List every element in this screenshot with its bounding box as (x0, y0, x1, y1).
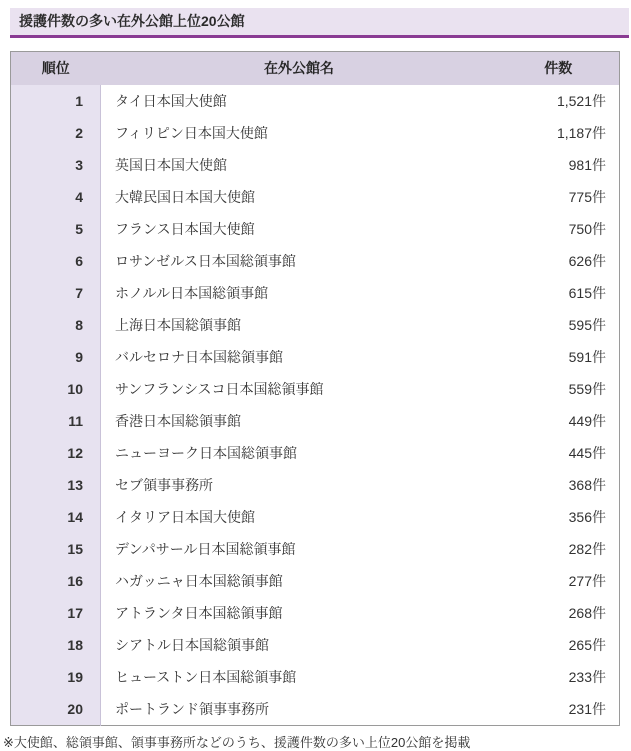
table-row (11, 597, 620, 629)
mission-name-cell: ヒューストン日本国総領事館 (115, 668, 297, 685)
mission-name-cell: タイ日本国大使館 (115, 92, 227, 109)
mission-name-cell: フランス日本国大使館 (115, 220, 255, 237)
mission-name-cell: サンフランシスコ日本国総領事館 (115, 380, 324, 397)
mission-name-cell: 大韓民国日本国大使館 (115, 188, 255, 205)
mission-name-cell: アトランタ日本国総領事館 (115, 604, 283, 621)
table-row (11, 181, 620, 213)
rank-cell: 3 (11, 149, 101, 181)
rank-cell: 4 (11, 181, 101, 213)
column-header-count: 件数 (498, 51, 620, 85)
table-row (11, 149, 620, 181)
rank-cell: 2 (11, 117, 101, 149)
count-cell: 626件 (568, 252, 606, 269)
mission-name-cell: 香港日本国総領事館 (115, 412, 241, 429)
column-header-rank: 順位 (11, 51, 101, 85)
table-row (11, 373, 620, 405)
mission-name-cell: セブ領事事務所 (115, 476, 213, 493)
count-cell: 356件 (568, 508, 606, 525)
rank-cell: 5 (11, 213, 101, 245)
mission-name-cell: ロサンゼルス日本国総領事館 (115, 252, 296, 269)
table-row (11, 309, 620, 341)
column-header-name: 在外公館名 (101, 51, 498, 85)
count-cell: 981件 (568, 156, 606, 173)
rank-cell: 7 (11, 277, 101, 309)
rank-cell: 9 (11, 341, 101, 373)
count-cell: 368件 (568, 476, 606, 493)
table-row (11, 437, 620, 469)
rank-cell: 14 (11, 501, 101, 533)
table-row (11, 693, 620, 726)
count-cell: 265件 (568, 636, 606, 653)
count-cell: 559件 (568, 380, 606, 397)
rank-cell: 16 (11, 565, 101, 597)
count-cell: 277件 (568, 572, 606, 589)
count-cell: 445件 (568, 444, 606, 461)
page-title: 援護件数の多い在外公館上位20公館 (19, 13, 245, 29)
table-row (11, 565, 620, 597)
rank-cell: 11 (11, 405, 101, 437)
count-cell: 1,187件 (556, 124, 606, 141)
table-row (11, 213, 620, 245)
mission-name-cell: ホノルル日本国総領事館 (115, 284, 269, 301)
rank-cell: 8 (11, 309, 101, 341)
rank-cell: 15 (11, 533, 101, 565)
mission-name-cell: シアトル日本国総領事館 (115, 636, 269, 653)
table-row (11, 661, 620, 693)
table-row (11, 629, 620, 661)
rank-cell: 1 (11, 85, 101, 117)
rank-cell: 19 (11, 661, 101, 693)
rank-cell: 20 (11, 693, 101, 726)
count-cell: 268件 (568, 604, 606, 621)
table-row (11, 341, 620, 373)
count-cell: 1,521件 (556, 92, 606, 109)
missions-table (10, 51, 620, 726)
count-cell: 615件 (568, 284, 606, 301)
table-header-row (11, 51, 620, 85)
count-cell: 591件 (568, 348, 606, 365)
mission-name-cell: フィリピン日本国大使館 (115, 124, 268, 141)
table-row (11, 85, 620, 117)
mission-name-cell: イタリア日本国大使館 (115, 508, 255, 525)
rank-cell: 13 (11, 469, 101, 501)
mission-name-cell: バルセロナ日本国総領事館 (115, 348, 283, 365)
mission-name-cell: ポートランド領事事務所 (115, 700, 269, 717)
rank-cell: 6 (11, 245, 101, 277)
count-cell: 449件 (568, 412, 606, 429)
mission-name-cell: デンパサール日本国総領事館 (115, 540, 296, 557)
mission-name-cell: 上海日本国総領事館 (115, 316, 241, 333)
table-row (11, 277, 620, 309)
count-cell: 231件 (568, 700, 606, 717)
mission-name-cell: ハガッニャ日本国総領事館 (115, 572, 283, 589)
table-row (11, 245, 620, 277)
table-row (11, 405, 620, 437)
table-row (11, 501, 620, 533)
rank-cell: 17 (11, 597, 101, 629)
count-cell: 775件 (568, 188, 606, 205)
count-cell: 282件 (568, 540, 606, 557)
page (0, 8, 631, 751)
table-row (11, 533, 620, 565)
rank-cell: 12 (11, 437, 101, 469)
count-cell: 233件 (568, 668, 606, 685)
mission-name-cell: 英国日本国大使館 (115, 156, 227, 173)
table-body (11, 85, 620, 726)
footnote: ※大使館、総領事館、領事事務所などのうち、援護件数の多い上位20公館を掲載 (3, 734, 471, 750)
rank-cell: 10 (11, 373, 101, 405)
table-row (11, 117, 620, 149)
rank-cell: 18 (11, 629, 101, 661)
count-cell: 595件 (568, 316, 606, 333)
section-title-bar (10, 8, 629, 38)
table-row (11, 469, 620, 501)
count-cell: 750件 (568, 220, 606, 237)
mission-name-cell: ニューヨーク日本国総領事館 (115, 444, 297, 461)
